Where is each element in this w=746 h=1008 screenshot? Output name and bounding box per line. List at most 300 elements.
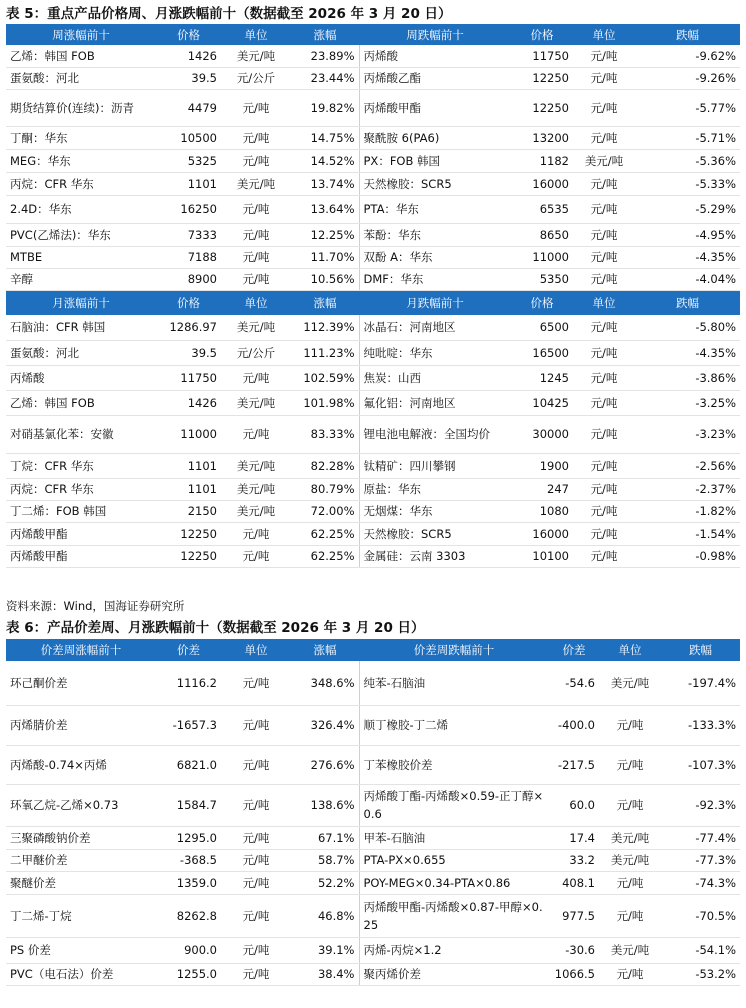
cell-price: 12250 <box>156 545 221 567</box>
cell-price: 12250 <box>511 67 573 89</box>
cell-unit: 元/吨 <box>221 745 291 784</box>
cell-item: MEG：华东 <box>6 149 156 172</box>
cell-change: -3.86% <box>635 365 740 390</box>
header-cell-unit: 单位 <box>221 639 291 661</box>
table-row <box>6 661 740 705</box>
cell-change: -54.1% <box>661 937 740 963</box>
cell-item: 丁烷：CFR 华东 <box>6 453 156 478</box>
cell-change: -5.80% <box>635 315 740 340</box>
cell-item: 环氧乙烷-乙烯×0.73 <box>6 784 156 826</box>
cell-change: 52.2% <box>291 871 359 894</box>
cell-price: 1101 <box>156 172 221 195</box>
header-cell-unit: 单位 <box>599 639 661 661</box>
cell-change: -53.2% <box>661 963 740 985</box>
header-cell-unit: 单位 <box>573 24 635 45</box>
header-cell-price: 价格 <box>511 24 573 45</box>
cell-price: 11000 <box>156 415 221 453</box>
cell-item: 丙烯腈价差 <box>6 705 156 745</box>
cell-item: 丁二烯-丁烷 <box>6 894 156 937</box>
cell-change: 72.00% <box>291 500 359 522</box>
cell-price: 1286.97 <box>156 315 221 340</box>
cell-unit: 元/吨 <box>221 149 291 172</box>
cell-item: 蛋氨酸：河北 <box>6 67 156 89</box>
cell-price: 1900 <box>511 453 573 478</box>
cell-change: -5.36% <box>635 149 740 172</box>
cell-change: 67.1% <box>291 826 359 849</box>
cell-change: 23.89% <box>291 45 359 67</box>
cell-item: 氟化铝：河南地区 <box>359 390 511 415</box>
cell-change: 11.70% <box>291 246 359 268</box>
cell-item: 苯酚：华东 <box>359 223 511 246</box>
table-row <box>6 478 740 500</box>
table-row <box>6 268 740 290</box>
cell-unit: 元/公斤 <box>221 340 291 365</box>
cell-change: -3.25% <box>635 390 740 415</box>
cell-change: 10.56% <box>291 268 359 290</box>
table-row <box>6 315 740 340</box>
table-row <box>6 365 740 390</box>
cell-unit: 元/吨 <box>573 268 635 290</box>
header-cell-price: 价差 <box>156 639 221 661</box>
cell-price: 10425 <box>511 390 573 415</box>
cell-price: 60.0 <box>549 784 599 826</box>
cell-item: 乙烯：韩国 FOB <box>6 45 156 67</box>
cell-item: 冰晶石：河南地区 <box>359 315 511 340</box>
cell-price: 408.1 <box>549 871 599 894</box>
cell-item: 丙烯酸乙酯 <box>359 67 511 89</box>
table-row <box>6 223 740 246</box>
cell-change: 14.75% <box>291 126 359 149</box>
header-cell-item: 周涨幅前十 <box>6 24 156 45</box>
header-cell-price: 价格 <box>156 24 221 45</box>
cell-unit: 元/吨 <box>221 963 291 985</box>
cell-item: PTA：华东 <box>359 195 511 223</box>
cell-price: 1245 <box>511 365 573 390</box>
cell-unit: 元/吨 <box>573 453 635 478</box>
cell-item: 乙烯：韩国 FOB <box>6 390 156 415</box>
cell-item: 辛醇 <box>6 268 156 290</box>
cell-item: PVC（电石法）价差 <box>6 963 156 985</box>
cell-unit: 元/吨 <box>221 661 291 705</box>
cell-item: 甲苯-石脑油 <box>359 826 549 849</box>
header-cell-item: 价差周涨幅前十 <box>6 639 156 661</box>
cell-item: DMF：华东 <box>359 268 511 290</box>
table5-source-note: 资料来源：Wind，国海证券研究所 <box>6 599 185 613</box>
cell-unit: 元/吨 <box>573 223 635 246</box>
cell-item: 天然橡胶：SCR5 <box>359 172 511 195</box>
cell-unit: 美元/吨 <box>221 390 291 415</box>
cell-unit: 元/吨 <box>573 172 635 195</box>
cell-unit: 元/吨 <box>573 390 635 415</box>
cell-price: 12250 <box>511 89 573 126</box>
cell-change: -70.5% <box>661 894 740 937</box>
cell-change: -5.33% <box>635 172 740 195</box>
cell-unit: 元/吨 <box>573 415 635 453</box>
cell-unit: 元/吨 <box>599 705 661 745</box>
cell-change: -77.3% <box>661 849 740 871</box>
cell-item: 金属硅：云南 3303 <box>359 545 511 567</box>
cell-price: 39.5 <box>156 340 221 365</box>
header-cell-change: 涨幅 <box>291 290 359 315</box>
header-cell-item: 周跌幅前十 <box>359 24 511 45</box>
cell-change: 12.25% <box>291 223 359 246</box>
table-row <box>6 894 740 937</box>
cell-change: 101.98% <box>291 390 359 415</box>
cell-unit: 元/吨 <box>221 871 291 894</box>
cell-change: -197.4% <box>661 661 740 705</box>
cell-price: 39.5 <box>156 67 221 89</box>
cell-unit: 元/吨 <box>573 545 635 567</box>
cell-change: 80.79% <box>291 478 359 500</box>
cell-unit: 元/吨 <box>573 67 635 89</box>
cell-change: 13.74% <box>291 172 359 195</box>
cell-item: 丙烯酸甲酯-丙烯酸×0.87-甲醇×0.25 <box>359 894 549 937</box>
cell-price: 13200 <box>511 126 573 149</box>
cell-unit: 元/吨 <box>221 126 291 149</box>
cell-unit: 美元/吨 <box>599 937 661 963</box>
cell-change: -133.3% <box>661 705 740 745</box>
cell-unit: 元/吨 <box>221 849 291 871</box>
header-cell-change: 涨幅 <box>291 24 359 45</box>
cell-unit: 元/吨 <box>573 500 635 522</box>
cell-item: 丙烯酸甲酯 <box>6 545 156 567</box>
cell-change: -5.77% <box>635 89 740 126</box>
cell-item: 聚酰胺 6(PA6) <box>359 126 511 149</box>
cell-item: 纯吡啶：华东 <box>359 340 511 365</box>
cell-price: 7188 <box>156 246 221 268</box>
cell-price: 10100 <box>511 545 573 567</box>
table5-title: 表 5：重点产品价格周、月涨跌幅前十（数据截至 2026 年 3 月 20 日） <box>6 6 452 22</box>
cell-unit: 元/吨 <box>599 745 661 784</box>
header-cell-unit: 单位 <box>221 290 291 315</box>
header-cell-price: 价格 <box>511 290 573 315</box>
cell-change: 112.39% <box>291 315 359 340</box>
table5-header-monthly <box>6 290 740 315</box>
cell-change: -0.98% <box>635 545 740 567</box>
cell-price: 1182 <box>511 149 573 172</box>
cell-change: -5.29% <box>635 195 740 223</box>
cell-item: 蛋氨酸：河北 <box>6 340 156 365</box>
cell-unit: 元/吨 <box>573 126 635 149</box>
cell-unit: 元/吨 <box>221 415 291 453</box>
cell-unit: 美元/吨 <box>221 315 291 340</box>
table5-monthly-body <box>6 315 740 567</box>
cell-unit: 美元/吨 <box>221 500 291 522</box>
cell-change: -4.95% <box>635 223 740 246</box>
cell-unit: 元/吨 <box>221 826 291 849</box>
cell-price: 12250 <box>156 522 221 545</box>
cell-item: 锂电池电解液：全国均价 <box>359 415 511 453</box>
cell-change: -77.4% <box>661 826 740 849</box>
table-row <box>6 340 740 365</box>
cell-unit: 元/吨 <box>573 522 635 545</box>
table-row <box>6 126 740 149</box>
cell-unit: 元/吨 <box>573 246 635 268</box>
cell-item: 聚丙烯价差 <box>359 963 549 985</box>
table-row <box>6 67 740 89</box>
table-row <box>6 963 740 985</box>
table6-header <box>6 639 740 661</box>
cell-unit: 元/吨 <box>599 871 661 894</box>
cell-item: 钛精矿：四川攀钢 <box>359 453 511 478</box>
cell-price: 16000 <box>511 172 573 195</box>
cell-unit: 元/吨 <box>221 705 291 745</box>
table-row <box>6 149 740 172</box>
table-row <box>6 871 740 894</box>
cell-change: 14.52% <box>291 149 359 172</box>
cell-price: 2150 <box>156 500 221 522</box>
header-cell-item: 价差周跌幅前十 <box>359 639 549 661</box>
table6 <box>6 639 740 986</box>
cell-unit: 美元/吨 <box>221 45 291 67</box>
cell-price: 900.0 <box>156 937 221 963</box>
cell-price: 6535 <box>511 195 573 223</box>
cell-unit: 元/吨 <box>221 89 291 126</box>
table-row <box>6 500 740 522</box>
cell-price: 16000 <box>511 522 573 545</box>
cell-price: 4479 <box>156 89 221 126</box>
cell-price: 1101 <box>156 478 221 500</box>
cell-price: 6500 <box>511 315 573 340</box>
cell-unit: 元/吨 <box>599 784 661 826</box>
cell-item: MTBE <box>6 246 156 268</box>
table6-body <box>6 661 740 985</box>
cell-change: -9.62% <box>635 45 740 67</box>
cell-change: 102.59% <box>291 365 359 390</box>
cell-item: 焦炭：山西 <box>359 365 511 390</box>
cell-price: 247 <box>511 478 573 500</box>
cell-change: -2.37% <box>635 478 740 500</box>
table-row <box>6 246 740 268</box>
cell-change: 58.7% <box>291 849 359 871</box>
cell-unit: 元/吨 <box>221 937 291 963</box>
cell-unit: 元/吨 <box>221 894 291 937</box>
cell-price: 1359.0 <box>156 871 221 894</box>
cell-change: 83.33% <box>291 415 359 453</box>
cell-price: 8650 <box>511 223 573 246</box>
table6-title: 表 6：产品价差周、月涨跌幅前十（数据截至 2026 年 3 月 20 日） <box>6 620 425 636</box>
cell-price: 1116.2 <box>156 661 221 705</box>
cell-price: 1066.5 <box>549 963 599 985</box>
table-row <box>6 172 740 195</box>
table5 <box>6 24 740 568</box>
cell-item: 纯苯-石脑油 <box>359 661 549 705</box>
cell-unit: 元/吨 <box>573 315 635 340</box>
cell-change: 38.4% <box>291 963 359 985</box>
cell-change: 13.64% <box>291 195 359 223</box>
cell-unit: 元/吨 <box>573 195 635 223</box>
cell-price: 977.5 <box>549 894 599 937</box>
cell-unit: 美元/吨 <box>599 849 661 871</box>
cell-item: 丙烯酸甲酯 <box>6 522 156 545</box>
cell-item: PX：FOB 韩国 <box>359 149 511 172</box>
cell-item: 丙烯酸 <box>359 45 511 67</box>
table-row <box>6 453 740 478</box>
table-row <box>6 784 740 826</box>
cell-change: 19.82% <box>291 89 359 126</box>
cell-item: 丙烷：CFR 华东 <box>6 172 156 195</box>
table-row <box>6 45 740 67</box>
cell-change: 46.8% <box>291 894 359 937</box>
cell-price: 5350 <box>511 268 573 290</box>
cell-change: 23.44% <box>291 67 359 89</box>
cell-change: 138.6% <box>291 784 359 826</box>
cell-price: 7333 <box>156 223 221 246</box>
cell-item: 丙烯酸-0.74×丙烯 <box>6 745 156 784</box>
cell-item: 双酚 A：华东 <box>359 246 511 268</box>
cell-price: -54.6 <box>549 661 599 705</box>
header-cell-change: 跌幅 <box>635 24 740 45</box>
cell-change: 111.23% <box>291 340 359 365</box>
cell-price: 1426 <box>156 390 221 415</box>
table-row <box>6 195 740 223</box>
header-cell-change: 涨幅 <box>291 639 359 661</box>
cell-change: -3.23% <box>635 415 740 453</box>
table-row <box>6 390 740 415</box>
cell-change: 82.28% <box>291 453 359 478</box>
cell-item: 丙烯酸丁酯-丙烯酸×0.59-正丁醇×0.6 <box>359 784 549 826</box>
cell-change: -4.35% <box>635 340 740 365</box>
cell-price: 1426 <box>156 45 221 67</box>
cell-unit: 美元/吨 <box>221 172 291 195</box>
cell-unit: 元/吨 <box>221 268 291 290</box>
cell-item: 顺丁橡胶-丁二烯 <box>359 705 549 745</box>
header-cell-unit: 单位 <box>221 24 291 45</box>
cell-item: 对硝基氯化苯：安徽 <box>6 415 156 453</box>
cell-change: -2.56% <box>635 453 740 478</box>
cell-item: 三聚磷酸钠价差 <box>6 826 156 849</box>
table5-weekly-body <box>6 45 740 290</box>
cell-unit: 美元/吨 <box>221 453 291 478</box>
cell-price: 1295.0 <box>156 826 221 849</box>
cell-item: PVC(乙烯法)：华东 <box>6 223 156 246</box>
cell-unit: 元/吨 <box>573 478 635 500</box>
cell-item: 期货结算价(连续)：沥青 <box>6 89 156 126</box>
cell-unit: 元/吨 <box>221 545 291 567</box>
header-cell-unit: 单位 <box>573 290 635 315</box>
cell-item: 石脑油：CFR 韩国 <box>6 315 156 340</box>
cell-change: 276.6% <box>291 745 359 784</box>
cell-price: 6821.0 <box>156 745 221 784</box>
cell-unit: 元/吨 <box>221 522 291 545</box>
cell-unit: 元/吨 <box>573 365 635 390</box>
cell-price: 17.4 <box>549 826 599 849</box>
cell-unit: 元/公斤 <box>221 67 291 89</box>
cell-change: -5.71% <box>635 126 740 149</box>
cell-price: 8262.8 <box>156 894 221 937</box>
table-row <box>6 849 740 871</box>
cell-unit: 元/吨 <box>221 246 291 268</box>
cell-unit: 美元/吨 <box>599 661 661 705</box>
cell-unit: 美元/吨 <box>221 478 291 500</box>
cell-change: -107.3% <box>661 745 740 784</box>
cell-price: 10500 <box>156 126 221 149</box>
cell-price: 11750 <box>156 365 221 390</box>
cell-unit: 元/吨 <box>599 963 661 985</box>
cell-price: 8900 <box>156 268 221 290</box>
cell-price: 33.2 <box>549 849 599 871</box>
cell-change: 348.6% <box>291 661 359 705</box>
cell-price: 1584.7 <box>156 784 221 826</box>
header-cell-change: 跌幅 <box>661 639 740 661</box>
cell-item: 环己酮价差 <box>6 661 156 705</box>
cell-item: 丁二烯：FOB 韩国 <box>6 500 156 522</box>
cell-unit: 元/吨 <box>221 223 291 246</box>
cell-item: 丁酮：华东 <box>6 126 156 149</box>
cell-price: 1255.0 <box>156 963 221 985</box>
table-row <box>6 545 740 567</box>
cell-unit: 元/吨 <box>573 45 635 67</box>
cell-price: 1080 <box>511 500 573 522</box>
cell-unit: 元/吨 <box>573 89 635 126</box>
cell-price: -400.0 <box>549 705 599 745</box>
cell-price: 16250 <box>156 195 221 223</box>
cell-unit: 元/吨 <box>221 365 291 390</box>
header-cell-change: 跌幅 <box>635 290 740 315</box>
cell-price: -1657.3 <box>156 705 221 745</box>
cell-change: 62.25% <box>291 522 359 545</box>
cell-change: -4.04% <box>635 268 740 290</box>
cell-change: 326.4% <box>291 705 359 745</box>
cell-unit: 美元/吨 <box>599 826 661 849</box>
cell-change: 39.1% <box>291 937 359 963</box>
cell-price: -368.5 <box>156 849 221 871</box>
cell-item: 聚醚价差 <box>6 871 156 894</box>
cell-change: -1.54% <box>635 522 740 545</box>
cell-item: 丙烯-丙烷×1.2 <box>359 937 549 963</box>
table5-header-weekly <box>6 24 740 45</box>
cell-price: 11750 <box>511 45 573 67</box>
table-row <box>6 89 740 126</box>
cell-change: -4.35% <box>635 246 740 268</box>
cell-change: -74.3% <box>661 871 740 894</box>
table-row <box>6 522 740 545</box>
cell-price: 16500 <box>511 340 573 365</box>
cell-item: 丙烯酸 <box>6 365 156 390</box>
cell-change: -92.3% <box>661 784 740 826</box>
cell-item: 丁苯橡胶价差 <box>359 745 549 784</box>
cell-item: 无烟煤：华东 <box>359 500 511 522</box>
cell-unit: 元/吨 <box>573 340 635 365</box>
cell-item: 2.4D：华东 <box>6 195 156 223</box>
header-cell-price: 价差 <box>549 639 599 661</box>
header-cell-item: 月涨幅前十 <box>6 290 156 315</box>
cell-price: -30.6 <box>549 937 599 963</box>
cell-unit: 美元/吨 <box>573 149 635 172</box>
cell-price: 11000 <box>511 246 573 268</box>
table-row <box>6 415 740 453</box>
header-cell-price: 价格 <box>156 290 221 315</box>
cell-unit: 元/吨 <box>599 894 661 937</box>
cell-change: 62.25% <box>291 545 359 567</box>
cell-item: 丙烷：CFR 华东 <box>6 478 156 500</box>
cell-item: 二甲醚价差 <box>6 849 156 871</box>
cell-item: 丙烯酸甲酯 <box>359 89 511 126</box>
cell-item: PTA-PX×0.655 <box>359 849 549 871</box>
cell-price: 30000 <box>511 415 573 453</box>
cell-change: -9.26% <box>635 67 740 89</box>
cell-unit: 元/吨 <box>221 195 291 223</box>
cell-item: 原盐：华东 <box>359 478 511 500</box>
table-row <box>6 745 740 784</box>
cell-item: PS 价差 <box>6 937 156 963</box>
cell-item: POY-MEG×0.34-PTA×0.86 <box>359 871 549 894</box>
table-row <box>6 937 740 963</box>
header-cell-item: 月跌幅前十 <box>359 290 511 315</box>
cell-change: -1.82% <box>635 500 740 522</box>
cell-price: -217.5 <box>549 745 599 784</box>
cell-item: 天然橡胶：SCR5 <box>359 522 511 545</box>
